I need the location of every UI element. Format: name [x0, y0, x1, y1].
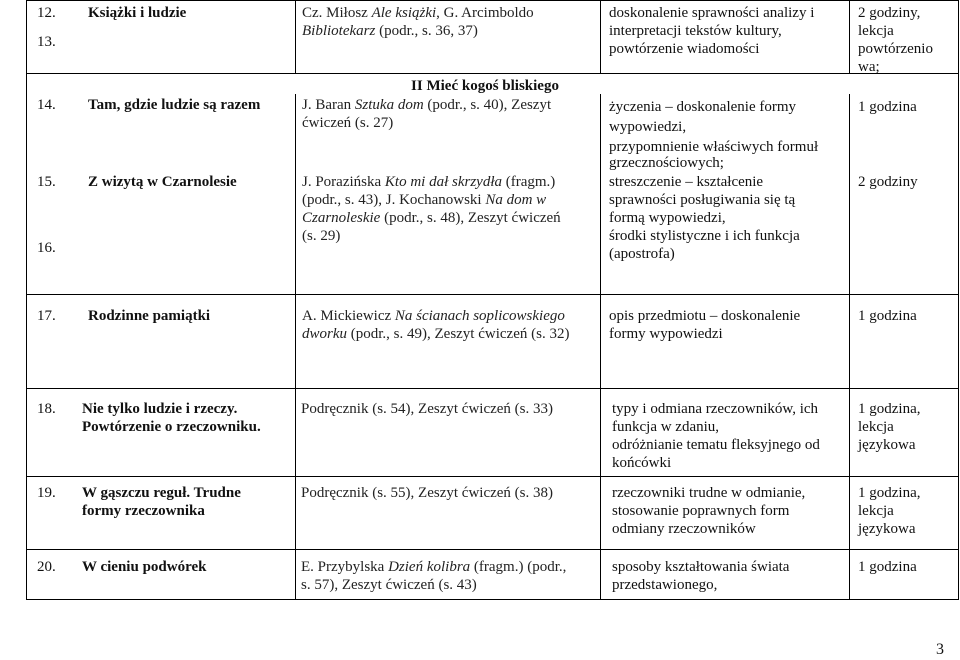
- row-divider: [26, 294, 959, 295]
- lesson-goal: streszczenie – kształcenie: [609, 174, 764, 190]
- lesson-goal: odmiany rzeczowników: [612, 521, 756, 537]
- row-number: 15.: [37, 174, 56, 190]
- lesson-goal: sprawności posługiwania się tą: [609, 192, 796, 208]
- lesson-source: (podr., s. 43), J. Kochanowski Na dom w: [302, 192, 547, 208]
- section-heading: II Mieć kogoś bliskiego: [411, 78, 559, 94]
- row-number: 12.: [37, 5, 56, 21]
- table-left-border: [26, 0, 27, 600]
- lesson-source: Czarnoleskie (podr., s. 48), Zeszyt ćwiczeń: [302, 210, 561, 226]
- column-divider: [849, 0, 850, 74]
- lesson-source: dworku (podr., s. 49), Zeszyt ćwiczeń (s. 32): [302, 326, 570, 342]
- lesson-source: ćwiczeń (s. 27): [302, 115, 394, 131]
- lesson-title: Nie tylko ludzie i rzeczy.: [82, 401, 238, 417]
- row-divider: [26, 599, 959, 600]
- lesson-goal: funkcja w zdaniu,: [612, 419, 720, 435]
- lesson-source: Podręcznik (s. 55), Zeszyt ćwiczeń (s. 38): [301, 485, 553, 501]
- lesson-source: Cz. Miłosz Ale książki, G. Arcimboldo: [302, 5, 534, 21]
- lesson-source: J. Baran Sztuka dom (podr., s. 40), Zeszyt: [302, 97, 552, 113]
- lesson-goal: formą wypowiedzi,: [609, 210, 726, 226]
- lesson-hours: językowa: [858, 521, 916, 537]
- lesson-hours: 1 godzina,: [858, 401, 921, 417]
- column-divider: [295, 0, 296, 74]
- lesson-hours: lekcja: [858, 419, 894, 435]
- column-divider: [600, 0, 601, 74]
- lesson-goal: sposoby kształtowania świata: [612, 559, 790, 575]
- lesson-goal: odróżnianie tematu fleksyjnego od: [612, 437, 820, 453]
- lesson-goal: rzeczowniki trudne w odmianie,: [612, 485, 806, 501]
- row-divider: [26, 476, 959, 477]
- lesson-hours: 1 godzina: [858, 308, 917, 324]
- lesson-source: A. Mickiewicz Na ścianach soplicowskiego: [302, 308, 565, 324]
- row-number: 16.: [37, 240, 56, 256]
- lesson-goal: (apostrofa): [609, 246, 675, 262]
- lesson-goal: opis przedmiotu – doskonalenie: [609, 308, 801, 324]
- lesson-source: Podręcznik (s. 54), Zeszyt ćwiczeń (s. 33): [301, 401, 553, 417]
- page-number: 3: [936, 641, 944, 658]
- lesson-goal: przypomnienie właściwych formuł: [609, 139, 819, 155]
- lesson-hours: 2 godziny,: [858, 5, 921, 21]
- row-number: 14.: [37, 97, 56, 113]
- lesson-hours: 1 godzina: [858, 559, 917, 575]
- column-divider: [600, 94, 601, 600]
- lesson-title: Książki i ludzie: [88, 5, 187, 21]
- row-divider: [26, 549, 959, 550]
- lesson-goal: wypowiedzi,: [609, 119, 687, 135]
- table-right-border: [958, 0, 959, 600]
- lesson-hours: 2 godziny: [858, 174, 918, 190]
- lesson-source: E. Przybylska Dzień kolibra (fragm.) (podr.,: [301, 559, 567, 575]
- lesson-title: Z wizytą w Czarnolesie: [88, 174, 237, 190]
- table-top-border: [26, 0, 959, 1]
- row-divider: [26, 73, 959, 74]
- column-divider: [849, 94, 850, 600]
- lesson-goal: stosowanie poprawnych form: [612, 503, 790, 519]
- lesson-title: W cieniu podwórek: [82, 559, 207, 575]
- lesson-title: Powtórzenie o rzeczowniku.: [82, 419, 261, 435]
- row-number: 17.: [37, 308, 56, 324]
- row-number: 20.: [37, 559, 56, 575]
- lesson-goal: formy wypowiedzi: [609, 326, 723, 342]
- lesson-hours: wa;: [858, 59, 880, 75]
- row-number: 13.: [37, 34, 56, 50]
- lesson-goal: życzenia – doskonalenie formy: [609, 99, 797, 115]
- lesson-hours: językowa: [858, 437, 916, 453]
- lesson-hours: lekcja: [858, 503, 894, 519]
- lesson-goal: powtórzenie wiadomości: [609, 41, 760, 57]
- lesson-hours: lekcja: [858, 23, 894, 39]
- lesson-source: J. Porazińska Kto mi dał skrzydła (fragm.): [302, 174, 556, 190]
- lesson-title: formy rzeczownika: [82, 503, 205, 519]
- lesson-goal: przedstawionego,: [612, 577, 718, 593]
- lesson-title: Rodzinne pamiątki: [88, 308, 211, 324]
- row-number: 19.: [37, 485, 56, 501]
- lesson-title: Tam, gdzie ludzie są razem: [88, 97, 261, 113]
- lesson-source: Bibliotekarz (podr., s. 36, 37): [302, 23, 478, 39]
- lesson-goal: środki stylistyczne i ich funkcja: [609, 228, 800, 244]
- lesson-goal: grzecznościowych;: [609, 155, 724, 171]
- lesson-goal: końcówki: [612, 455, 672, 471]
- lesson-goal: interpretacji tekstów kultury,: [609, 23, 782, 39]
- row-number: 18.: [37, 401, 56, 417]
- lesson-hours: 1 godzina,: [858, 485, 921, 501]
- lesson-goal: typy i odmiana rzeczowników, ich: [612, 401, 819, 417]
- row-divider: [26, 388, 959, 389]
- lesson-hours: 1 godzina: [858, 99, 917, 115]
- lesson-hours: powtórzenio: [858, 41, 933, 57]
- column-divider: [295, 94, 296, 600]
- lesson-source: s. 57), Zeszyt ćwiczeń (s. 43): [301, 577, 477, 593]
- lesson-title: W gąszczu reguł. Trudne: [82, 485, 241, 501]
- lesson-source: (s. 29): [302, 228, 341, 244]
- lesson-goal: doskonalenie sprawności analizy i: [609, 5, 815, 21]
